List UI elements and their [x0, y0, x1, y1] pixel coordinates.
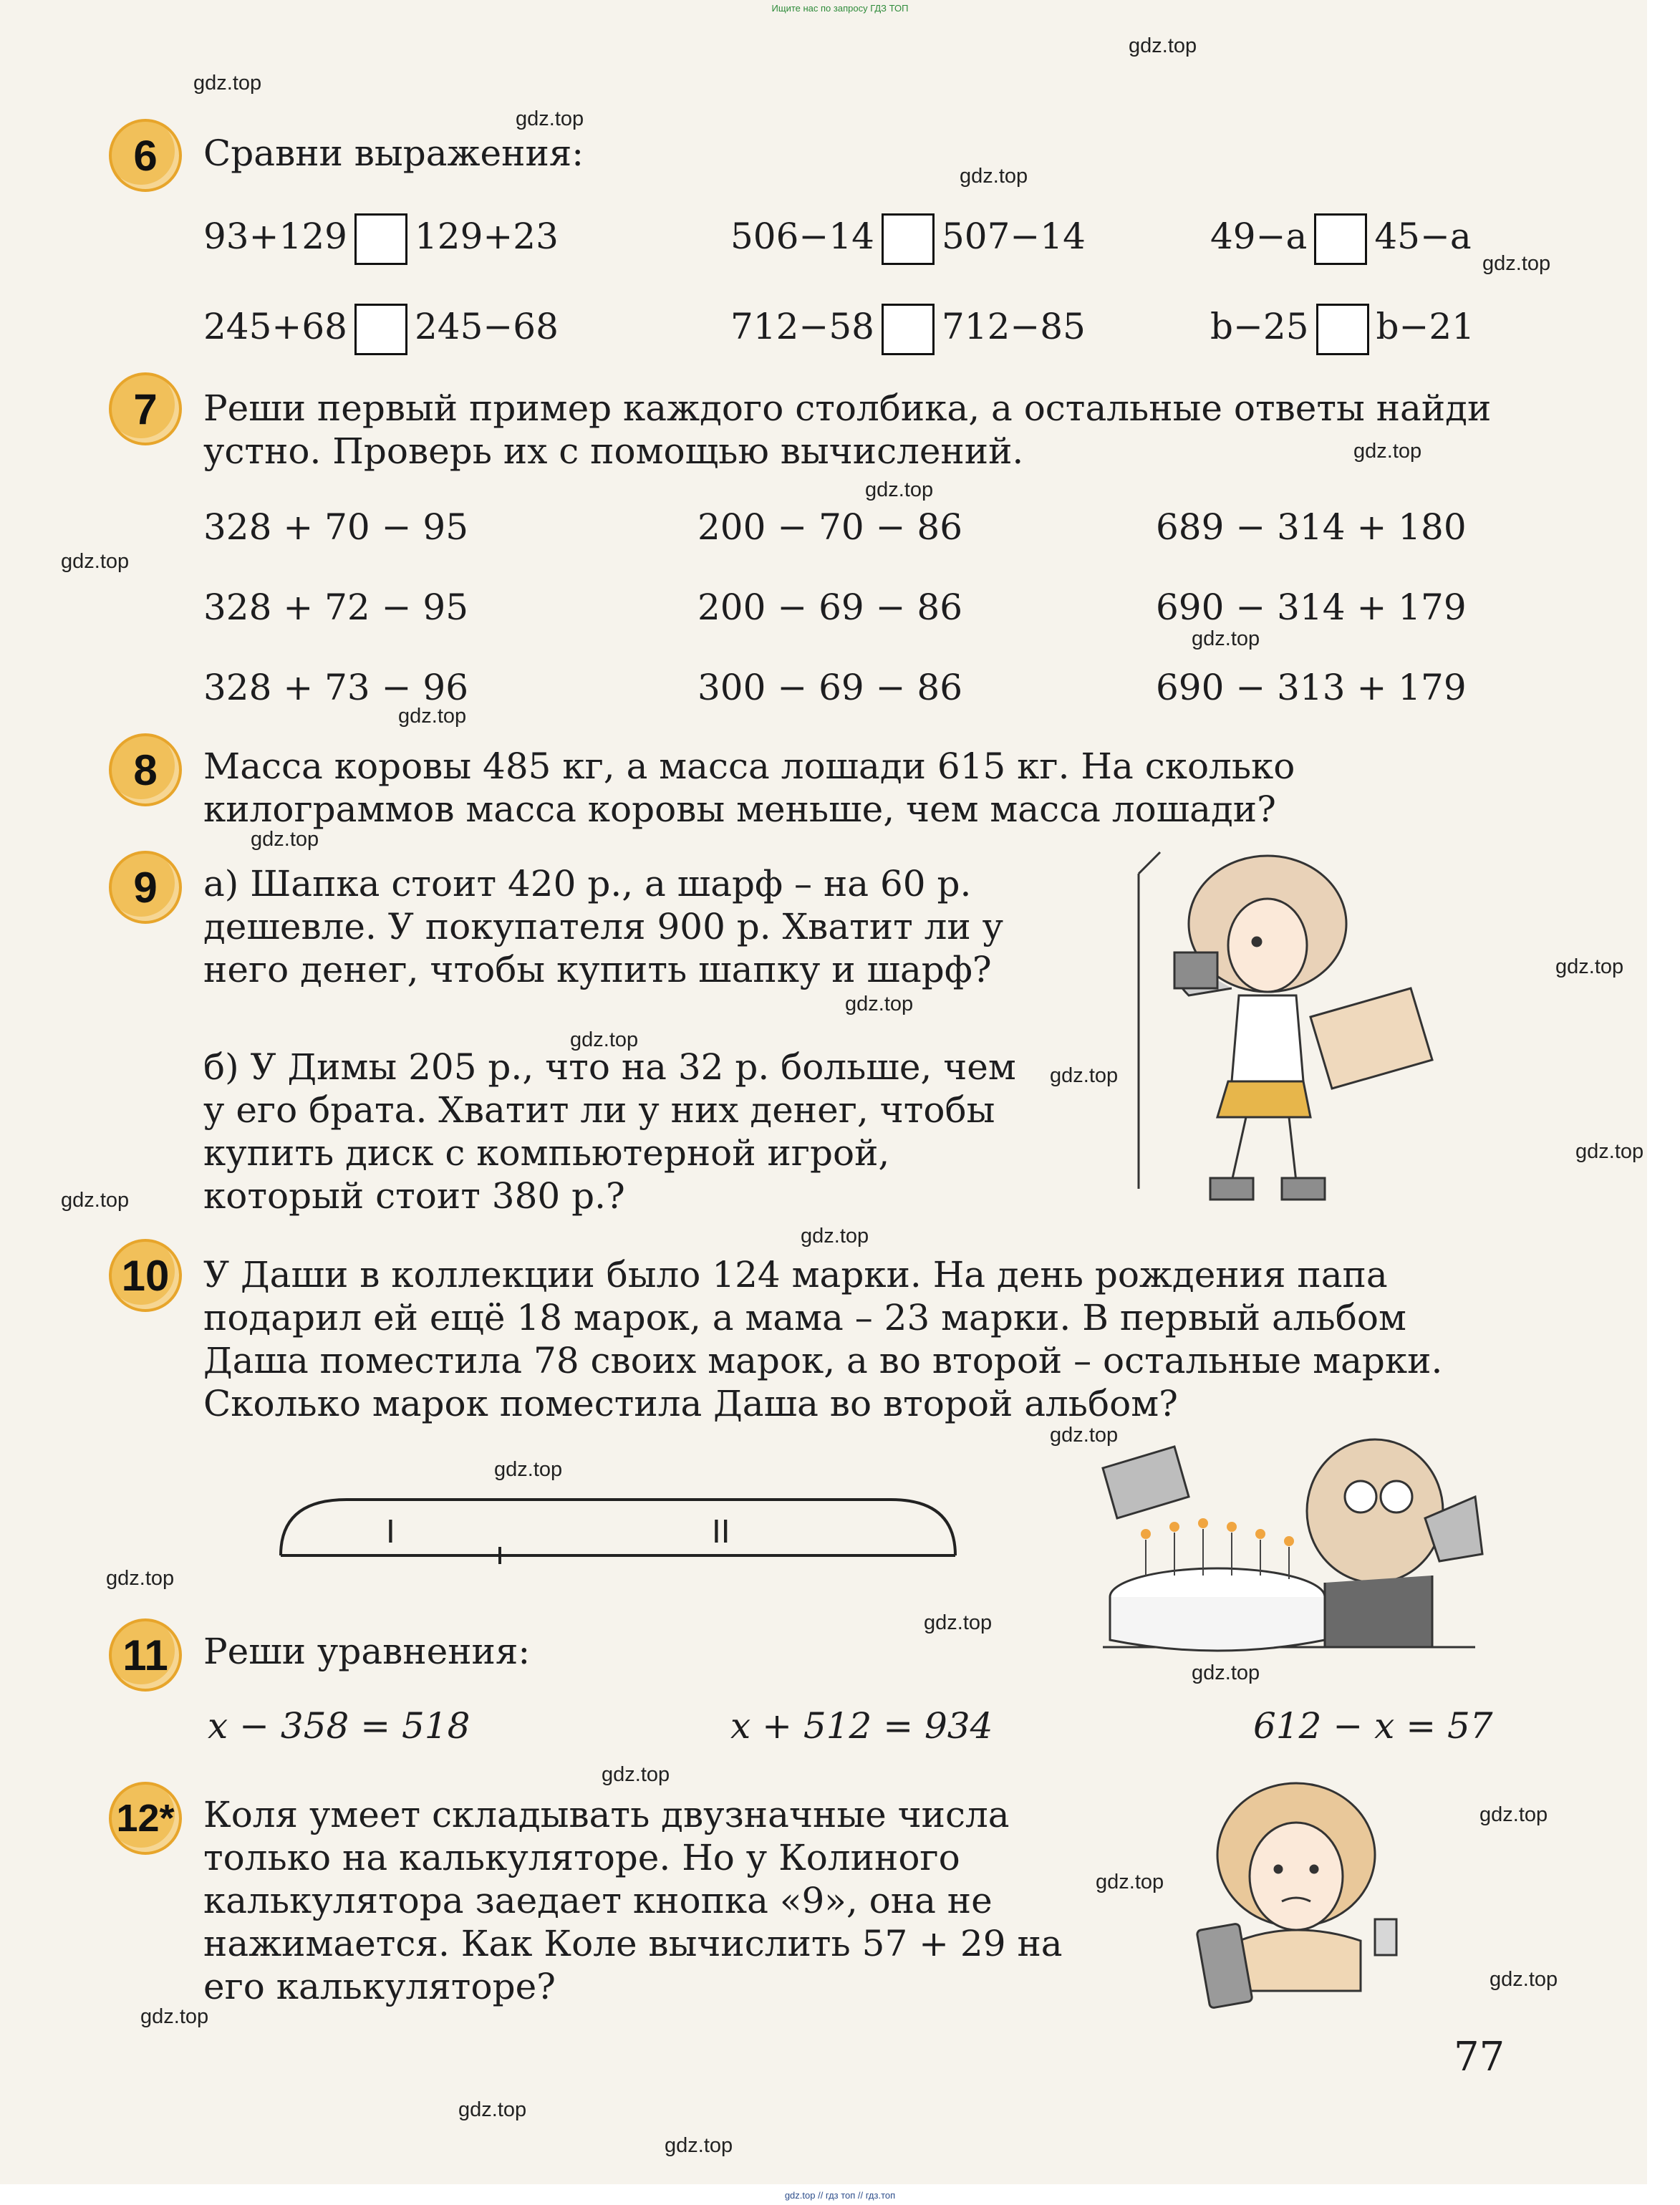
watermark: gdz.top	[398, 705, 467, 728]
watermark: gdz.top	[61, 1189, 130, 1212]
watermark: gdz.top	[1353, 440, 1422, 463]
watermark: gdz.top	[1050, 1424, 1119, 1447]
task-7-badge: 7	[109, 372, 182, 445]
task-7-example: 328 + 70 − 95	[203, 506, 469, 548]
segment-label-ii: II	[712, 1512, 730, 1550]
watermark: gdz.top	[960, 165, 1028, 188]
task-11-badge: 11	[109, 1618, 182, 1692]
watermark: gdz.top	[106, 1567, 175, 1590]
task-7-example: 689 − 314 + 180	[1156, 506, 1467, 548]
watermark: gdz.top	[193, 72, 262, 95]
watermark: gdz.top	[1129, 34, 1197, 57]
watermark: gdz.top	[1096, 1871, 1164, 1893]
equation: x − 358 = 518	[208, 1705, 470, 1747]
task-9-badge: 9	[109, 851, 182, 924]
page-margin	[1647, 0, 1680, 2205]
watermark: gdz.top	[1482, 252, 1551, 275]
task-6-title: Сравни выражения:	[203, 132, 584, 174]
watermark: gdz.top	[1192, 1661, 1260, 1684]
watermark: gdz.top	[602, 1763, 670, 1786]
page-number: 77	[1454, 2034, 1505, 2080]
task-9-part-b: б) У Димы 205 р., что на 32 р. больше, чем у его брата. Хватит ли у них денег, чтобы купить диск с компьютерной игрой, который стоит 380 р.?	[203, 1046, 1016, 1217]
compare-box[interactable]	[882, 304, 935, 355]
watermark: gdz.top	[494, 1458, 563, 1481]
equation: x + 512 = 934	[730, 1705, 993, 1747]
compare-expression	[203, 213, 559, 265]
top-note: Ищите нас по запросу ГДЗ ТОП	[771, 3, 909, 14]
compare-box[interactable]	[882, 213, 935, 265]
task-10-badge: 10	[109, 1239, 182, 1312]
watermark: gdz.top	[865, 478, 934, 501]
watermark: gdz.top	[1575, 1140, 1644, 1163]
task-11-title: Реши уравнения:	[203, 1631, 531, 1672]
bottom-note: gdz.top // гдз топ // гдз.топ	[784, 2190, 896, 2201]
birthday-cake-illustration	[1088, 1432, 1490, 1661]
task-8-badge: 8	[109, 733, 182, 806]
task-7-example: 300 − 69 − 86	[697, 667, 963, 708]
watermark: gdz.top	[251, 828, 319, 851]
task-7-example: 200 − 69 − 86	[697, 587, 963, 628]
expr-right: b−21	[1376, 306, 1475, 347]
expr-right: 245−68	[414, 306, 559, 347]
compare-box[interactable]	[1316, 304, 1369, 355]
segment-diagram	[275, 1487, 962, 1573]
task-8-text: Масса коровы 485 кг, а масса лошади 615 кг. На сколько килограммов масса коровы меньше, чем масса лошади?	[203, 746, 1295, 830]
compare-expression	[730, 213, 1086, 265]
expr-right: 712−85	[941, 306, 1086, 347]
compare-box[interactable]	[354, 213, 407, 265]
task-7-example: 328 + 73 − 96	[203, 667, 469, 708]
compare-expression	[203, 304, 559, 355]
watermark: gdz.top	[801, 1225, 869, 1248]
task-12-badge: 12*	[109, 1782, 182, 1855]
watermark: gdz.top	[924, 1611, 993, 1634]
task-7-text: Реши первый пример каждого столбика, а остальные ответы найди устно. Проверь их с помощью вычислений.	[203, 387, 1492, 472]
watermark: gdz.top	[140, 2005, 209, 2028]
watermark: gdz.top	[1555, 955, 1624, 978]
task-7-example: 328 + 72 − 95	[203, 587, 469, 628]
expr-left: 93+129	[203, 216, 347, 257]
boy-with-calculator-illustration	[1174, 1776, 1447, 2020]
watermark: gdz.top	[1490, 1968, 1558, 1991]
compare-expression	[1210, 213, 1472, 265]
watermark: gdz.top	[516, 107, 584, 130]
compare-expression	[1210, 304, 1474, 355]
task-6-badge: 6	[109, 119, 182, 192]
watermark: gdz.top	[665, 2134, 733, 2157]
expr-right: 129+23	[414, 216, 559, 257]
expr-left: 49−a	[1210, 216, 1308, 257]
watermark: gdz.top	[1479, 1803, 1548, 1826]
expr-right: 45−a	[1374, 216, 1472, 257]
girl-with-bag-illustration	[1074, 845, 1475, 1217]
compare-box[interactable]	[354, 304, 407, 355]
watermark: gdz.top	[845, 993, 914, 1015]
watermark: gdz.top	[1192, 627, 1260, 650]
equation: 612 − x = 57	[1253, 1705, 1493, 1747]
watermark: gdz.top	[1050, 1064, 1119, 1087]
expr-left: 245+68	[203, 306, 347, 347]
compare-box[interactable]	[1314, 213, 1367, 265]
compare-expression	[730, 304, 1086, 355]
segment-label-i: I	[386, 1512, 395, 1550]
task-9-part-a: а) Шапка стоит 420 р., а шарф – на 60 р. дешевле. У покупателя 900 р. Хватит ли у него денег, чтобы купить шапку и шарф?	[203, 863, 1004, 990]
watermark: gdz.top	[61, 550, 130, 573]
expr-left: b−25	[1210, 306, 1309, 347]
expr-left: 506−14	[730, 216, 874, 257]
expr-right: 507−14	[941, 216, 1086, 257]
watermark: gdz.top	[458, 2098, 527, 2121]
task-7-example: 200 − 70 − 86	[697, 506, 963, 548]
expr-left: 712−58	[730, 306, 874, 347]
watermark: gdz.top	[570, 1028, 639, 1051]
task-12-text: Коля умеет складывать двузначные числа только на калькуляторе. Но у Колиного калькулятора заедает кнопка «9», она не нажимается. Как Коле вычислить 57 + 29 на его калькуляторе?	[203, 1794, 1063, 2007]
task-7-example: 690 − 314 + 179	[1156, 587, 1467, 628]
task-7-example: 690 − 313 + 179	[1156, 667, 1467, 708]
task-10-text: У Даши в коллекции было 124 марки. На день рождения папа подарил ей ещё 18 марок, а мама – 23 марки. В первый альбом Даша поместила 78 своих марок, а во второй – остальные марки. Сколько марок поместила Даша во второй альбом?	[203, 1254, 1443, 1424]
